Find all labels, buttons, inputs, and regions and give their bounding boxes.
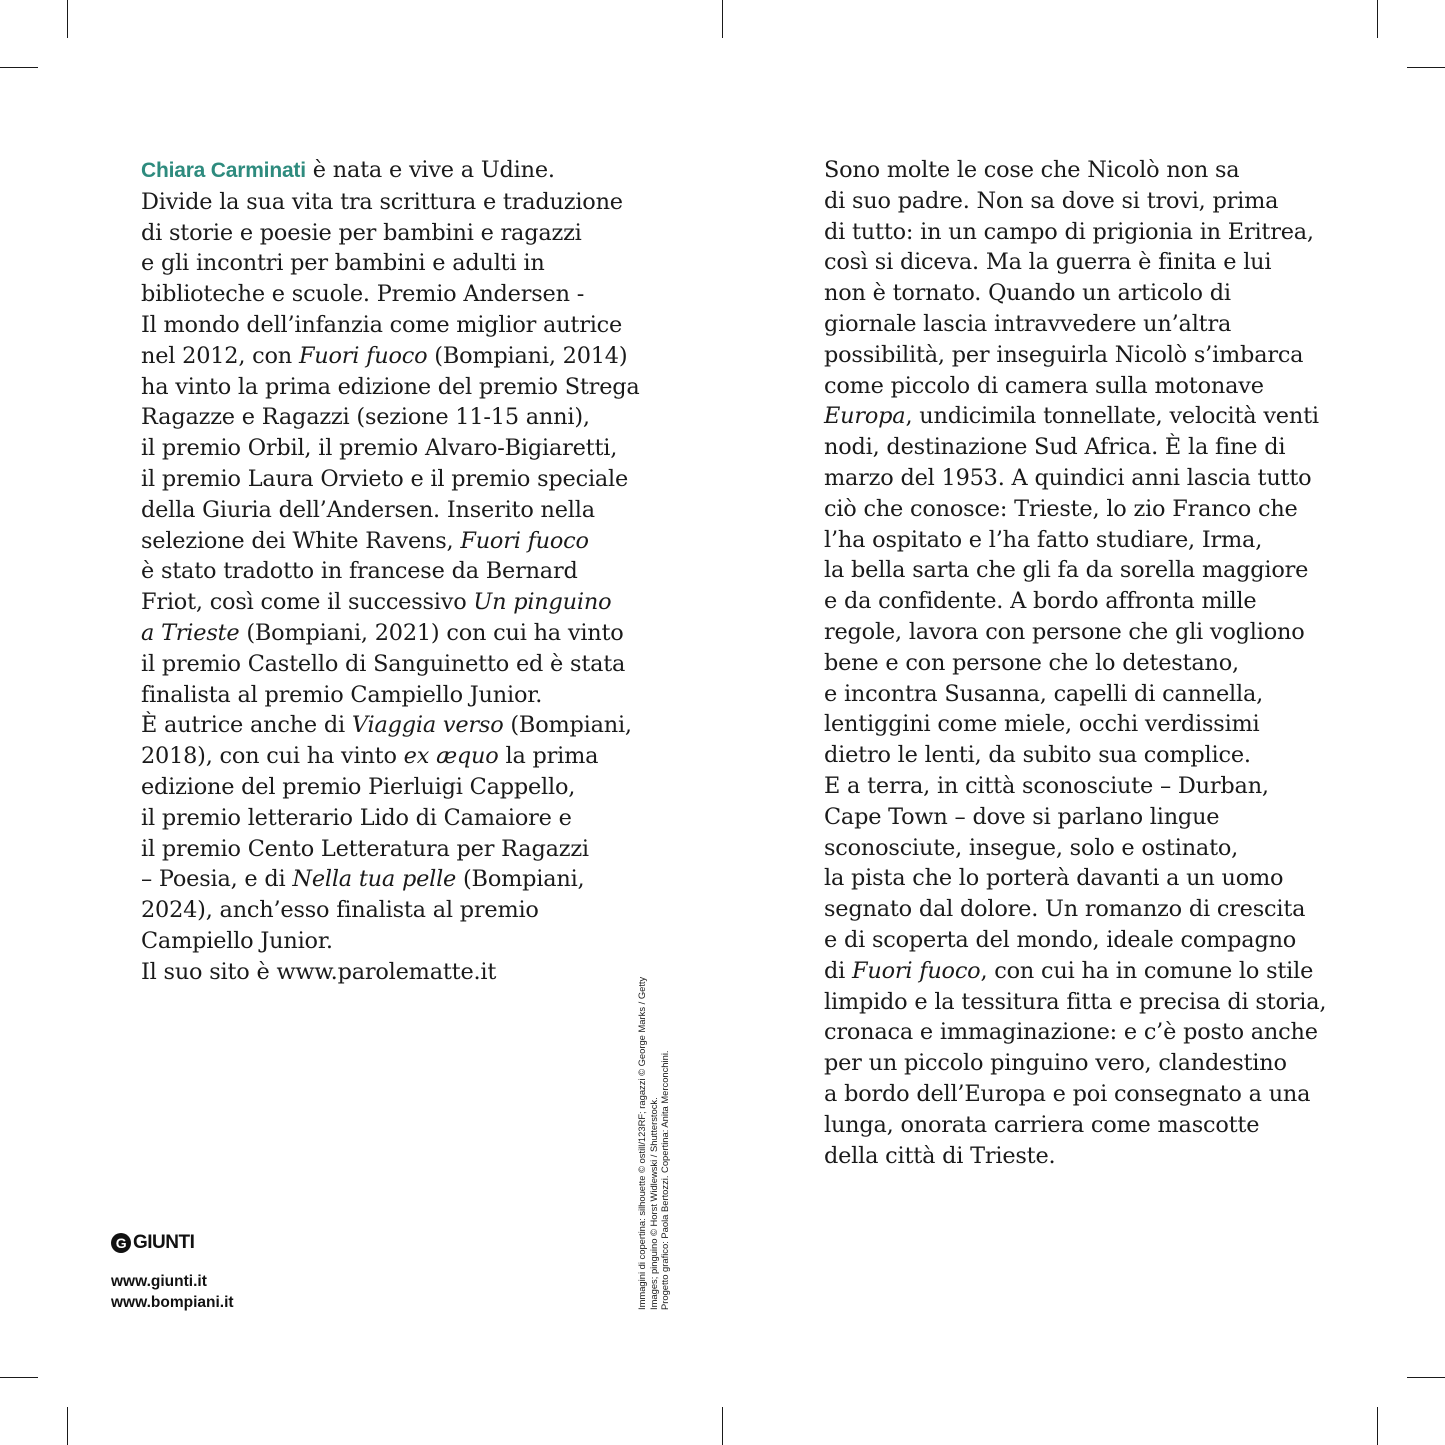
text-segment: il premio Castello di Sanguinetto ed è stata	[141, 650, 626, 677]
bio-line	[141, 187, 641, 218]
italic-title: Fuori fuoco	[852, 957, 981, 984]
italic-title: Viaggia verso	[351, 712, 504, 739]
synopsis-line	[824, 709, 1334, 740]
giunti-logo-icon: G	[111, 1233, 131, 1253]
text-segment: Cape Town – dove si parlano lingue	[824, 803, 1220, 830]
synopsis-line	[824, 525, 1334, 556]
giunti-logo-text: GIUNTI	[133, 1232, 195, 1253]
synopsis-lines	[824, 155, 1334, 1171]
bio-line	[141, 495, 641, 526]
italic-title: a Trieste	[141, 619, 240, 646]
text-segment: la prima	[498, 743, 599, 770]
synopsis-line	[824, 155, 1334, 186]
text-segment: marzo del 1953. A quindici anni lascia tutto	[824, 464, 1312, 491]
synopsis-line	[824, 1110, 1334, 1141]
bio-line	[141, 248, 641, 279]
synopsis-line	[824, 371, 1334, 402]
text-segment: così si diceva. Ma la guerra è finita e lui	[824, 249, 1272, 276]
synopsis-line	[824, 247, 1334, 278]
text-segment: 2024), anch’esso finalista al premio	[141, 897, 539, 924]
crop-mark	[1377, 0, 1378, 38]
text-segment: di	[824, 957, 853, 984]
italic-title: ex æquo	[403, 743, 499, 770]
text-segment: Ragazze e Ragazzi (sezione 11-15 anni),	[141, 404, 590, 431]
synopsis-line	[824, 186, 1334, 217]
bio-line	[141, 772, 641, 803]
text-segment: cronaca e immaginazione: e c’è posto anche	[824, 1019, 1318, 1046]
credits-line-1: Immagini di copertina: silhouette © ostill/123RF; ragazzi © George Marks / Getty	[636, 976, 647, 1310]
text-segment: (Bompiani, 2014)	[427, 342, 628, 369]
synopsis-line	[824, 740, 1334, 771]
bio-line	[141, 957, 641, 988]
text-segment: limpido e la tessitura fitta e precisa di storia,	[824, 988, 1327, 1015]
text-segment: finalista al premio Campiello Junior.	[141, 681, 543, 708]
synopsis-line	[824, 833, 1334, 864]
text-segment: dietro le lenti, da subito sua complice.	[824, 742, 1251, 769]
text-segment: ha vinto la prima edizione del premio Strega	[141, 373, 640, 400]
synopsis-line	[824, 278, 1334, 309]
credits-line-3: Progetto grafico: Paola Bertozzi. Copertina: Anita Merconchini.	[659, 1050, 670, 1310]
text-segment: bene e con persone che lo detestano,	[824, 649, 1239, 676]
text-segment: nodi, destinazione Sud Africa. È la fine di	[824, 434, 1286, 461]
italic-title: Europa	[824, 403, 906, 430]
text-segment: segnato dal dolore. Un romanzo di crescita	[824, 896, 1306, 923]
synopsis-line	[824, 802, 1334, 833]
synopsis-line	[824, 555, 1334, 586]
bio-line	[141, 433, 641, 464]
text-segment: è nata e vive a Udine.	[305, 157, 555, 183]
bio-line	[141, 741, 641, 772]
text-segment: – Poesia, e di	[141, 866, 293, 893]
text-segment: 2018), con cui ha vinto	[141, 743, 404, 770]
text-segment: di storie e poesie per bambini e ragazzi	[141, 219, 582, 246]
synopsis-line	[824, 494, 1334, 525]
text-segment: ciò che conosce: Trieste, lo zio Franco che	[824, 495, 1298, 522]
bio-line	[141, 834, 641, 865]
text-segment: possibilità, per inseguirla Nicolò s’imbarca	[824, 341, 1304, 368]
bio-lines	[141, 187, 641, 988]
text-segment: la pista che lo porterà davanti a un uomo	[824, 865, 1284, 892]
bio-line	[141, 464, 641, 495]
text-segment: Il mondo dell’infanzia come miglior autrice	[141, 311, 623, 338]
synopsis-line	[824, 771, 1334, 802]
synopsis-line	[824, 987, 1334, 1018]
crop-mark	[1407, 67, 1445, 68]
text-segment: il premio Laura Orvieto e il premio speciale	[141, 465, 629, 492]
crop-mark	[0, 1377, 38, 1378]
synopsis-line	[824, 340, 1334, 371]
text-segment: Il suo sito è www.parolematte.it	[141, 958, 497, 985]
crop-mark	[1407, 1377, 1445, 1378]
text-segment: di tutto: in un campo di prigionia in Eritrea,	[824, 218, 1314, 245]
synopsis-line	[824, 648, 1334, 679]
text-segment: , undicimila tonnellate, velocità venti	[905, 403, 1319, 430]
bio-line	[141, 341, 641, 372]
synopsis-line	[824, 1048, 1334, 1079]
bompiani-url[interactable]: www.bompiani.it	[111, 1294, 234, 1311]
bio-line	[141, 680, 641, 711]
text-segment: sconosciute, insegue, solo e ostinato,	[824, 834, 1239, 861]
synopsis-line	[824, 956, 1334, 987]
text-segment: non è tornato. Quando un articolo di	[824, 280, 1231, 307]
italic-title: Fuori fuoco	[298, 342, 428, 369]
bio-line	[141, 803, 641, 834]
text-segment: della Giuria dell’Andersen. Inserito nella	[141, 496, 595, 523]
credits-line-2: Images; pinguino © Horst Widlewski / Shutterstock.	[647, 1097, 659, 1310]
text-segment: l’ha ospitato e l’ha fatto studiare, Irma,	[824, 526, 1263, 553]
text-segment: , con cui ha in comune lo stile	[980, 957, 1314, 984]
text-segment: Divide la sua vita tra scrittura e traduzione	[141, 188, 623, 215]
bio-line	[141, 526, 641, 557]
synopsis-line	[824, 679, 1334, 710]
synopsis-line	[824, 863, 1334, 894]
crop-mark	[0, 67, 38, 68]
bio-line	[141, 372, 641, 403]
bio-line	[141, 649, 641, 680]
image-credits	[636, 977, 671, 1310]
text-segment: a bordo dell’Europa e poi consegnato a una	[824, 1080, 1311, 1107]
publisher-urls	[111, 1271, 234, 1313]
text-segment: lunga, onorata carriera come mascotte	[824, 1111, 1260, 1138]
bio-first-line	[141, 155, 641, 187]
author-bio	[141, 155, 641, 988]
synopsis-line	[824, 1079, 1334, 1110]
text-segment: e gli incontri per bambini e adulti in	[141, 250, 545, 277]
bio-line	[141, 402, 641, 433]
bio-line	[141, 864, 641, 895]
bio-line-text	[306, 157, 555, 183]
bio-line	[141, 710, 641, 741]
text-segment: È autrice anche di	[141, 712, 352, 739]
synopsis-line	[824, 401, 1334, 432]
synopsis-line	[824, 894, 1334, 925]
synopsis-line	[824, 586, 1334, 617]
synopsis-line	[824, 309, 1334, 340]
text-segment: (Bompiani, 2021) con cui ha vinto	[239, 619, 624, 646]
text-segment: come piccolo di camera sulla motonave	[824, 372, 1264, 399]
text-segment: (Bompiani,	[503, 712, 632, 739]
bio-line	[141, 556, 641, 587]
text-segment: Friot, così come il successivo	[141, 589, 474, 616]
bio-line	[141, 895, 641, 926]
text-segment: per un piccolo pinguino vero, clandestino	[824, 1050, 1287, 1077]
text-segment: selezione dei White Ravens,	[141, 527, 461, 554]
text-segment: e da confidente. A bordo affronta mille	[824, 588, 1257, 615]
bio-line	[141, 926, 641, 957]
crop-mark	[67, 1407, 68, 1445]
text-segment: lentiggini come miele, occhi verdissimi	[824, 711, 1260, 738]
italic-title: Nella tua pelle	[292, 866, 457, 893]
synopsis-line	[824, 463, 1334, 494]
giunti-logo	[111, 1232, 234, 1254]
text-segment: giornale lascia intravvedere un’altra	[824, 310, 1232, 337]
italic-title: Fuori fuoco	[460, 527, 589, 554]
text-segment: è stato tradotto in francese da Bernard	[141, 558, 578, 585]
italic-title: Un pinguino	[473, 589, 612, 616]
author-name: Chiara Carminati	[141, 159, 306, 182]
text-segment: della città di Trieste.	[824, 1142, 1056, 1169]
bio-line	[141, 587, 641, 618]
crop-mark	[722, 0, 723, 38]
text-segment: E a terra, in città sconosciute – Durban,	[824, 772, 1269, 799]
bio-line	[141, 310, 641, 341]
crop-mark	[67, 0, 68, 38]
synopsis-line	[824, 432, 1334, 463]
text-segment: (Bompiani,	[456, 866, 585, 893]
synopsis-line	[824, 925, 1334, 956]
text-segment: nel 2012, con	[141, 342, 299, 369]
synopsis-line	[824, 1141, 1334, 1172]
text-segment: di suo padre. Non sa dove si trovi, prima	[824, 187, 1279, 214]
text-segment: Campiello Junior.	[141, 927, 333, 954]
text-segment: la bella sarta che gli fa da sorella maggiore	[824, 557, 1309, 584]
text-segment: il premio Orbil, il premio Alvaro-Bigiaretti,	[141, 435, 618, 462]
publisher-block	[111, 1232, 234, 1313]
giunti-url[interactable]: www.giunti.it	[111, 1273, 207, 1290]
text-segment: regole, lavora con persone che gli vogliono	[824, 618, 1305, 645]
bio-line	[141, 618, 641, 649]
text-segment: edizione del premio Pierluigi Cappello,	[141, 773, 576, 800]
text-segment: il premio letterario Lido di Camaiore e	[141, 804, 572, 831]
text-segment: Sono molte le cose che Nicolò non sa	[824, 157, 1240, 183]
text-segment: il premio Cento Letteratura per Ragazzi	[141, 835, 589, 862]
text-segment: e incontra Susanna, capelli di cannella,	[824, 680, 1264, 707]
synopsis-line	[824, 217, 1334, 248]
text-segment: biblioteche e scuole. Premio Andersen -	[141, 281, 585, 308]
book-synopsis	[824, 155, 1334, 1171]
bio-line	[141, 279, 641, 310]
bio-line	[141, 218, 641, 249]
crop-mark	[1377, 1407, 1378, 1445]
synopsis-line	[824, 617, 1334, 648]
text-segment: e di scoperta del mondo, ideale compagno	[824, 926, 1297, 953]
synopsis-line	[824, 1017, 1334, 1048]
crop-mark	[722, 1407, 723, 1445]
